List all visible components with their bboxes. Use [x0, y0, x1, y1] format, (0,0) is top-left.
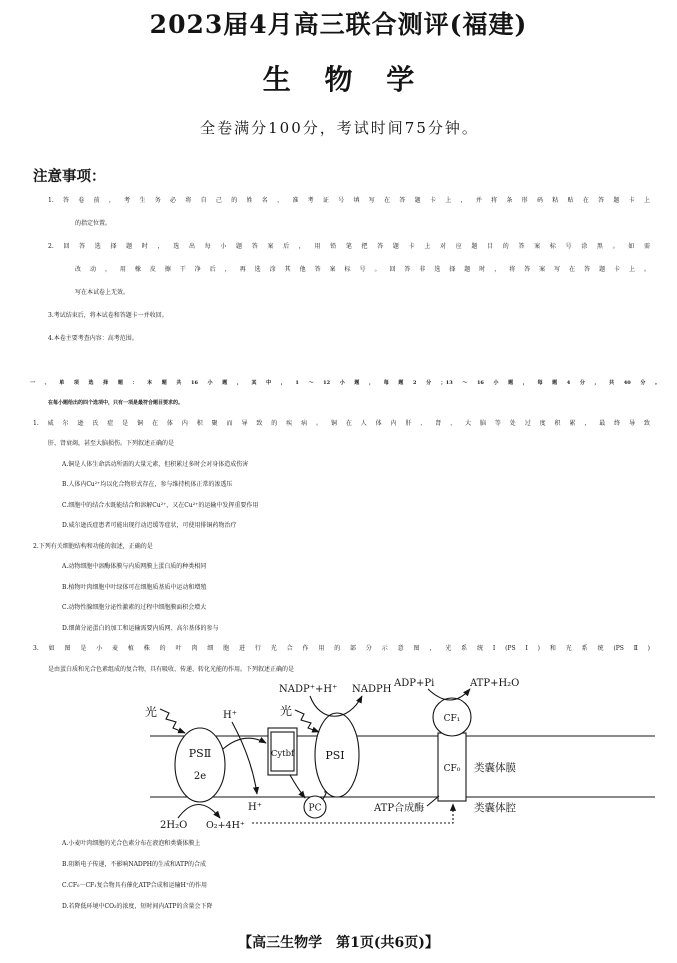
notice-item-2 [0, 235, 677, 304]
atp-synthase-label: ATP合成酶 [374, 803, 425, 814]
question-area [0, 373, 677, 681]
adp-label: ADP+Pi [394, 678, 435, 689]
subject-title: 生 物 学 [262, 63, 427, 96]
option-d: D.威尔逊氏症患者可能出现行动迟缓等症状，可使用排铜药物治疗 [62, 522, 237, 530]
option-b: B.人体内Cu²⁺均以化合物形式存在，参与维持机体正常的渗透压 [62, 481, 233, 489]
option-a: A.铜是人体生命活动所需的大量元素，但积累过多时会对身体造成伤害 [62, 460, 249, 468]
water-label: 2H₂O [160, 820, 188, 831]
proton-top-label: H⁺ [223, 710, 237, 721]
notice-list [0, 189, 677, 350]
question-2 [0, 537, 677, 640]
lumen-label: 类囊体腔 [474, 802, 516, 814]
question-3-options [0, 833, 677, 917]
oxygen-label: O₂+4H⁺ [206, 820, 245, 831]
question-stem-line: 1.威尔逊氏症是铜在体内积聚而导致的疾病。铜在人体内肝、肾、大脑等处过度积累，最终导致 [33, 419, 650, 427]
option-c: C.细胞中的结合水既能结合和溶解Cu²⁺，又在Cu²⁺的运输中发挥重要作用 [62, 501, 259, 509]
electron-label: 2e [193, 771, 207, 782]
question-stem-line: 是由蛋白质和光合色素组成的复合物，具有吸收、传递、转化光能的作用。下列叙述正确的是 [48, 665, 295, 673]
option-c: C.CF₀－CF₁复合物具有催化ATP合成和运输H⁺的作用 [62, 881, 208, 889]
option-d: D.细菌分泌蛋白的加工和运输需要内质网、高尔基体的参与 [62, 624, 219, 632]
question-options [0, 455, 677, 537]
footer-page-label: 【高三生物学 第1页(共6页)】 [238, 935, 439, 951]
notice-item-3 [0, 304, 677, 327]
proton-pump-arrow [232, 722, 257, 794]
pc-label: PC [308, 803, 322, 814]
psi-label: PSⅠ [325, 749, 345, 762]
psii-label: PSⅡ [188, 747, 212, 760]
cf0-label: CF₀ [443, 764, 461, 774]
option-a: A.动物细胞中溶酶体膜与内质网膜上蛋白质的种类相同 [62, 563, 207, 571]
proton-bottom-label: H⁺ [248, 802, 262, 813]
question-stem-line: 2.下列有关细胞结构和功能的叙述，正确的是 [33, 542, 153, 550]
option-b: B.植物叶肉细胞中叶绿体可在细胞质基质中运动和增殖 [62, 583, 207, 591]
option-b: B.阻断电子传递，不影响NADPH的生成和ATP的合成 [62, 860, 207, 868]
notice-line: 的指定位置。 [75, 219, 112, 227]
notice-line: 4.本卷主要考查内容：高考范围。 [48, 334, 138, 342]
cf1-label: CF₁ [443, 714, 461, 724]
photosystem-ii [175, 728, 225, 802]
option-d: D.若降低环境中CO₂的浓度，短时间内ATP的含量会下降 [62, 902, 213, 910]
atp-label: ATP+H₂O [470, 678, 520, 689]
light-right-arrow [295, 710, 319, 732]
notice-item-1 [0, 189, 677, 235]
water-splitting-arrow [178, 805, 220, 819]
membrane-label: 类囊体膜 [474, 762, 516, 774]
question-stem-line: 3.如图是小麦植株的叶肉细胞进行光合作用的部分示意图，光系统Ⅰ(PSⅠ)和光系统(PSⅡ) [33, 645, 650, 653]
notice-heading: 注意事项： [33, 168, 106, 185]
question-3-option-area [0, 833, 677, 917]
exam-title: 2023届4月高三联合测评(福建) [149, 10, 528, 39]
option-c: C.动物性腺细胞分泌性激素的过程中细胞膜面积会增大 [62, 604, 207, 612]
nadph-label: NADPH [352, 684, 392, 695]
section-heading-line: 在每小题给出的四个选项中，只有一项是最符合题目要求的。 [48, 400, 184, 407]
question-1 [0, 414, 677, 537]
cytbf-to-pc-arrow [290, 775, 305, 798]
nadp-label: NADP⁺+H⁺ [279, 684, 338, 695]
question-options [0, 557, 677, 639]
notice-line: 1.答卷前，考生务必将自己的姓名、准考证号填写在答题卡上，并将条形码粘贴在答题卡上 [48, 196, 650, 204]
section-heading [0, 373, 677, 414]
notice-item-4 [0, 327, 677, 350]
notice-line: 改动，用橡皮擦干净后，再选涂其他答案标号。回答非选择题时，将答案写在答题卡上。 [75, 265, 650, 273]
cytbf-label: Cytbf [270, 749, 295, 759]
section-heading-line: 一、单项选择题：本题共16小题，其中，1～12小题，每题2分；13～16小题，每题4分，共40分。 [30, 379, 660, 386]
question-stem [0, 414, 677, 455]
photosynthesis-diagram [140, 675, 660, 833]
light-left-label: 光 [145, 705, 158, 719]
option-a: A.小麦叶肉细胞的光合色素分布在液泡和类囊体膜上 [62, 839, 201, 847]
notice-line: 2.回答选择题时，选出每小题答案后，用铅笔把答题卡上对应题目的答案标号涂黑。如需 [48, 242, 650, 250]
light-right-label: 光 [280, 704, 293, 718]
light-left-arrow [160, 709, 185, 733]
notice-line: 3.考试结束后，将本试卷和答题卡一并收回。 [48, 311, 168, 319]
question-stem-line: 肝、肾衰竭，甚至大脑损伤。下列叙述正确的是 [48, 440, 175, 448]
notice-line: 写在本试卷上无效。 [75, 288, 130, 296]
exam-info: 全卷满分100分，考试时间75分钟。 [200, 119, 479, 137]
question-stem [0, 537, 677, 558]
